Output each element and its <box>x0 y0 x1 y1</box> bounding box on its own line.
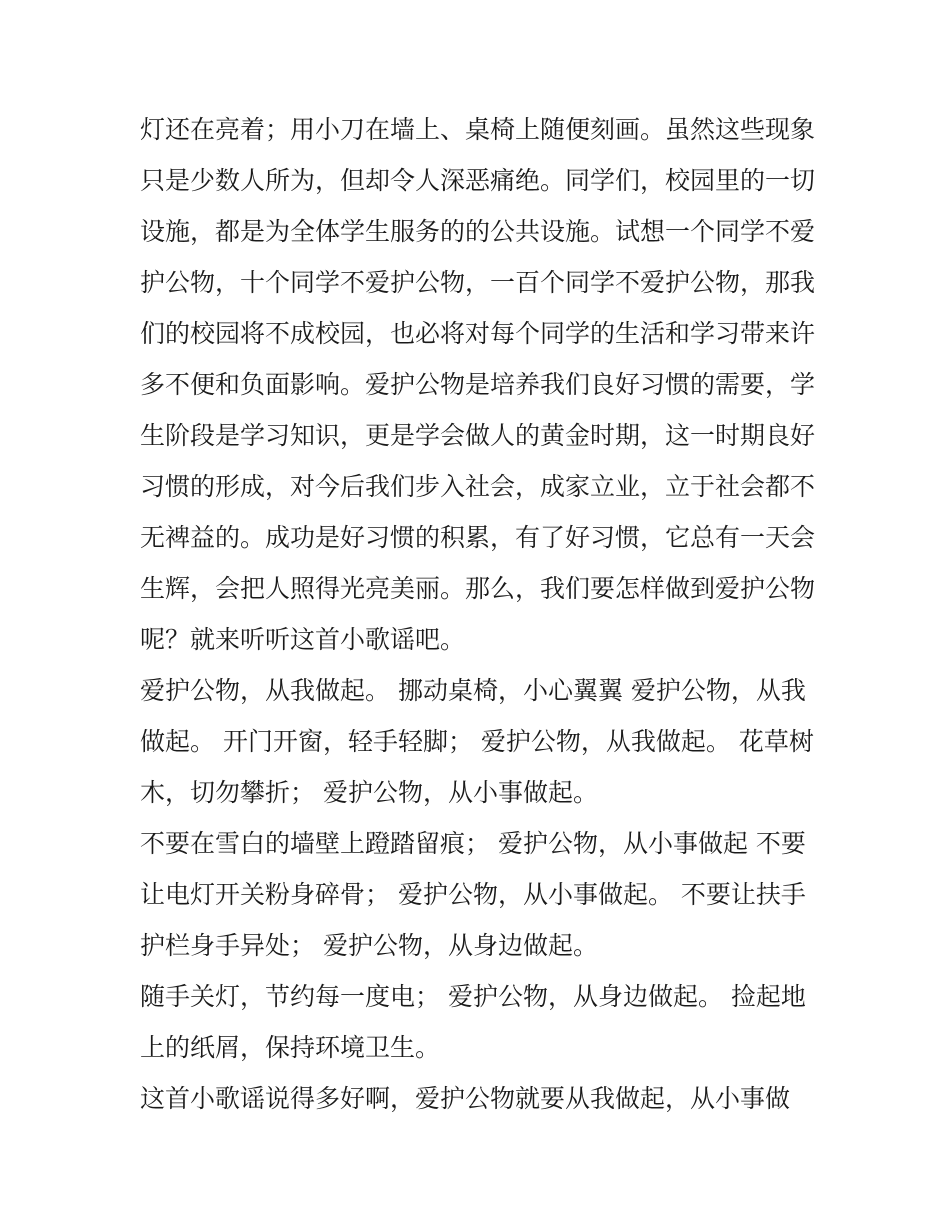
text-line: 设施，都是为全体学生服务的的公共设施。试想一个同学不爱 <box>140 217 816 246</box>
text-line: 爱护公物，从我做起。 挪动桌椅，小心翼翼 爱护公物，从我 <box>140 676 806 705</box>
text-line: 只是少数人所为，但却令人深恶痛绝。同学们，校园里的一切 <box>140 166 816 195</box>
text-line: 护公物，十个同学不爱护公物，一百个同学不爱护公物，那我 <box>140 268 816 297</box>
text-line: 让电灯开关粉身碎骨； 爱护公物，从小事做起。 不要让扶手 <box>140 880 806 909</box>
text-line: 木，切勿攀折； 爱护公物，从小事做起。 <box>140 778 598 807</box>
text-line: 这首小歌谣说得多好啊，爱护公物就要从我做起，从小事做 <box>140 1084 791 1113</box>
text-line: 习惯的形成，对今后我们步入社会，成家立业，立于社会都不 <box>140 472 816 501</box>
text-line: 随手关灯，节约每一度电； 爱护公物，从身边做起。 捡起地 <box>140 982 806 1011</box>
text-line: 无裨益的。成功是好习惯的积累，有了好习惯，它总有一天会 <box>140 523 816 552</box>
text-line: 们的校园将不成校园，也必将对每个同学的生活和学习带来许 <box>140 319 816 348</box>
text-line: 做起。 开门开窗，轻手轻脚； 爱护公物，从我做起。 花草树 <box>140 727 814 756</box>
text-line: 灯还在亮着；用小刀在墙上、桌椅上随便刻画。虽然这些现象 <box>140 115 816 144</box>
text-line: 不要在雪白的墙壁上蹬踏留痕； 爱护公物，从小事做起 不要 <box>140 829 806 858</box>
text-line: 生辉，会把人照得光亮美丽。那么，我们要怎样做到爱护公物 <box>140 574 816 603</box>
text-line: 护栏身手异处； 爱护公物，从身边做起。 <box>140 931 598 960</box>
text-line: 生阶段是学习知识，更是学会做人的黄金时期，这一时期良好 <box>140 421 816 450</box>
text-line: 上的纸屑，保持环境卫生。 <box>140 1033 441 1062</box>
text-line: 呢？就来听听这首小歌谣吧。 <box>140 625 466 654</box>
text-line: 多不便和负面影响。爱护公物是培养我们良好习惯的需要，学 <box>140 370 816 399</box>
body-text <box>140 104 820 1124</box>
